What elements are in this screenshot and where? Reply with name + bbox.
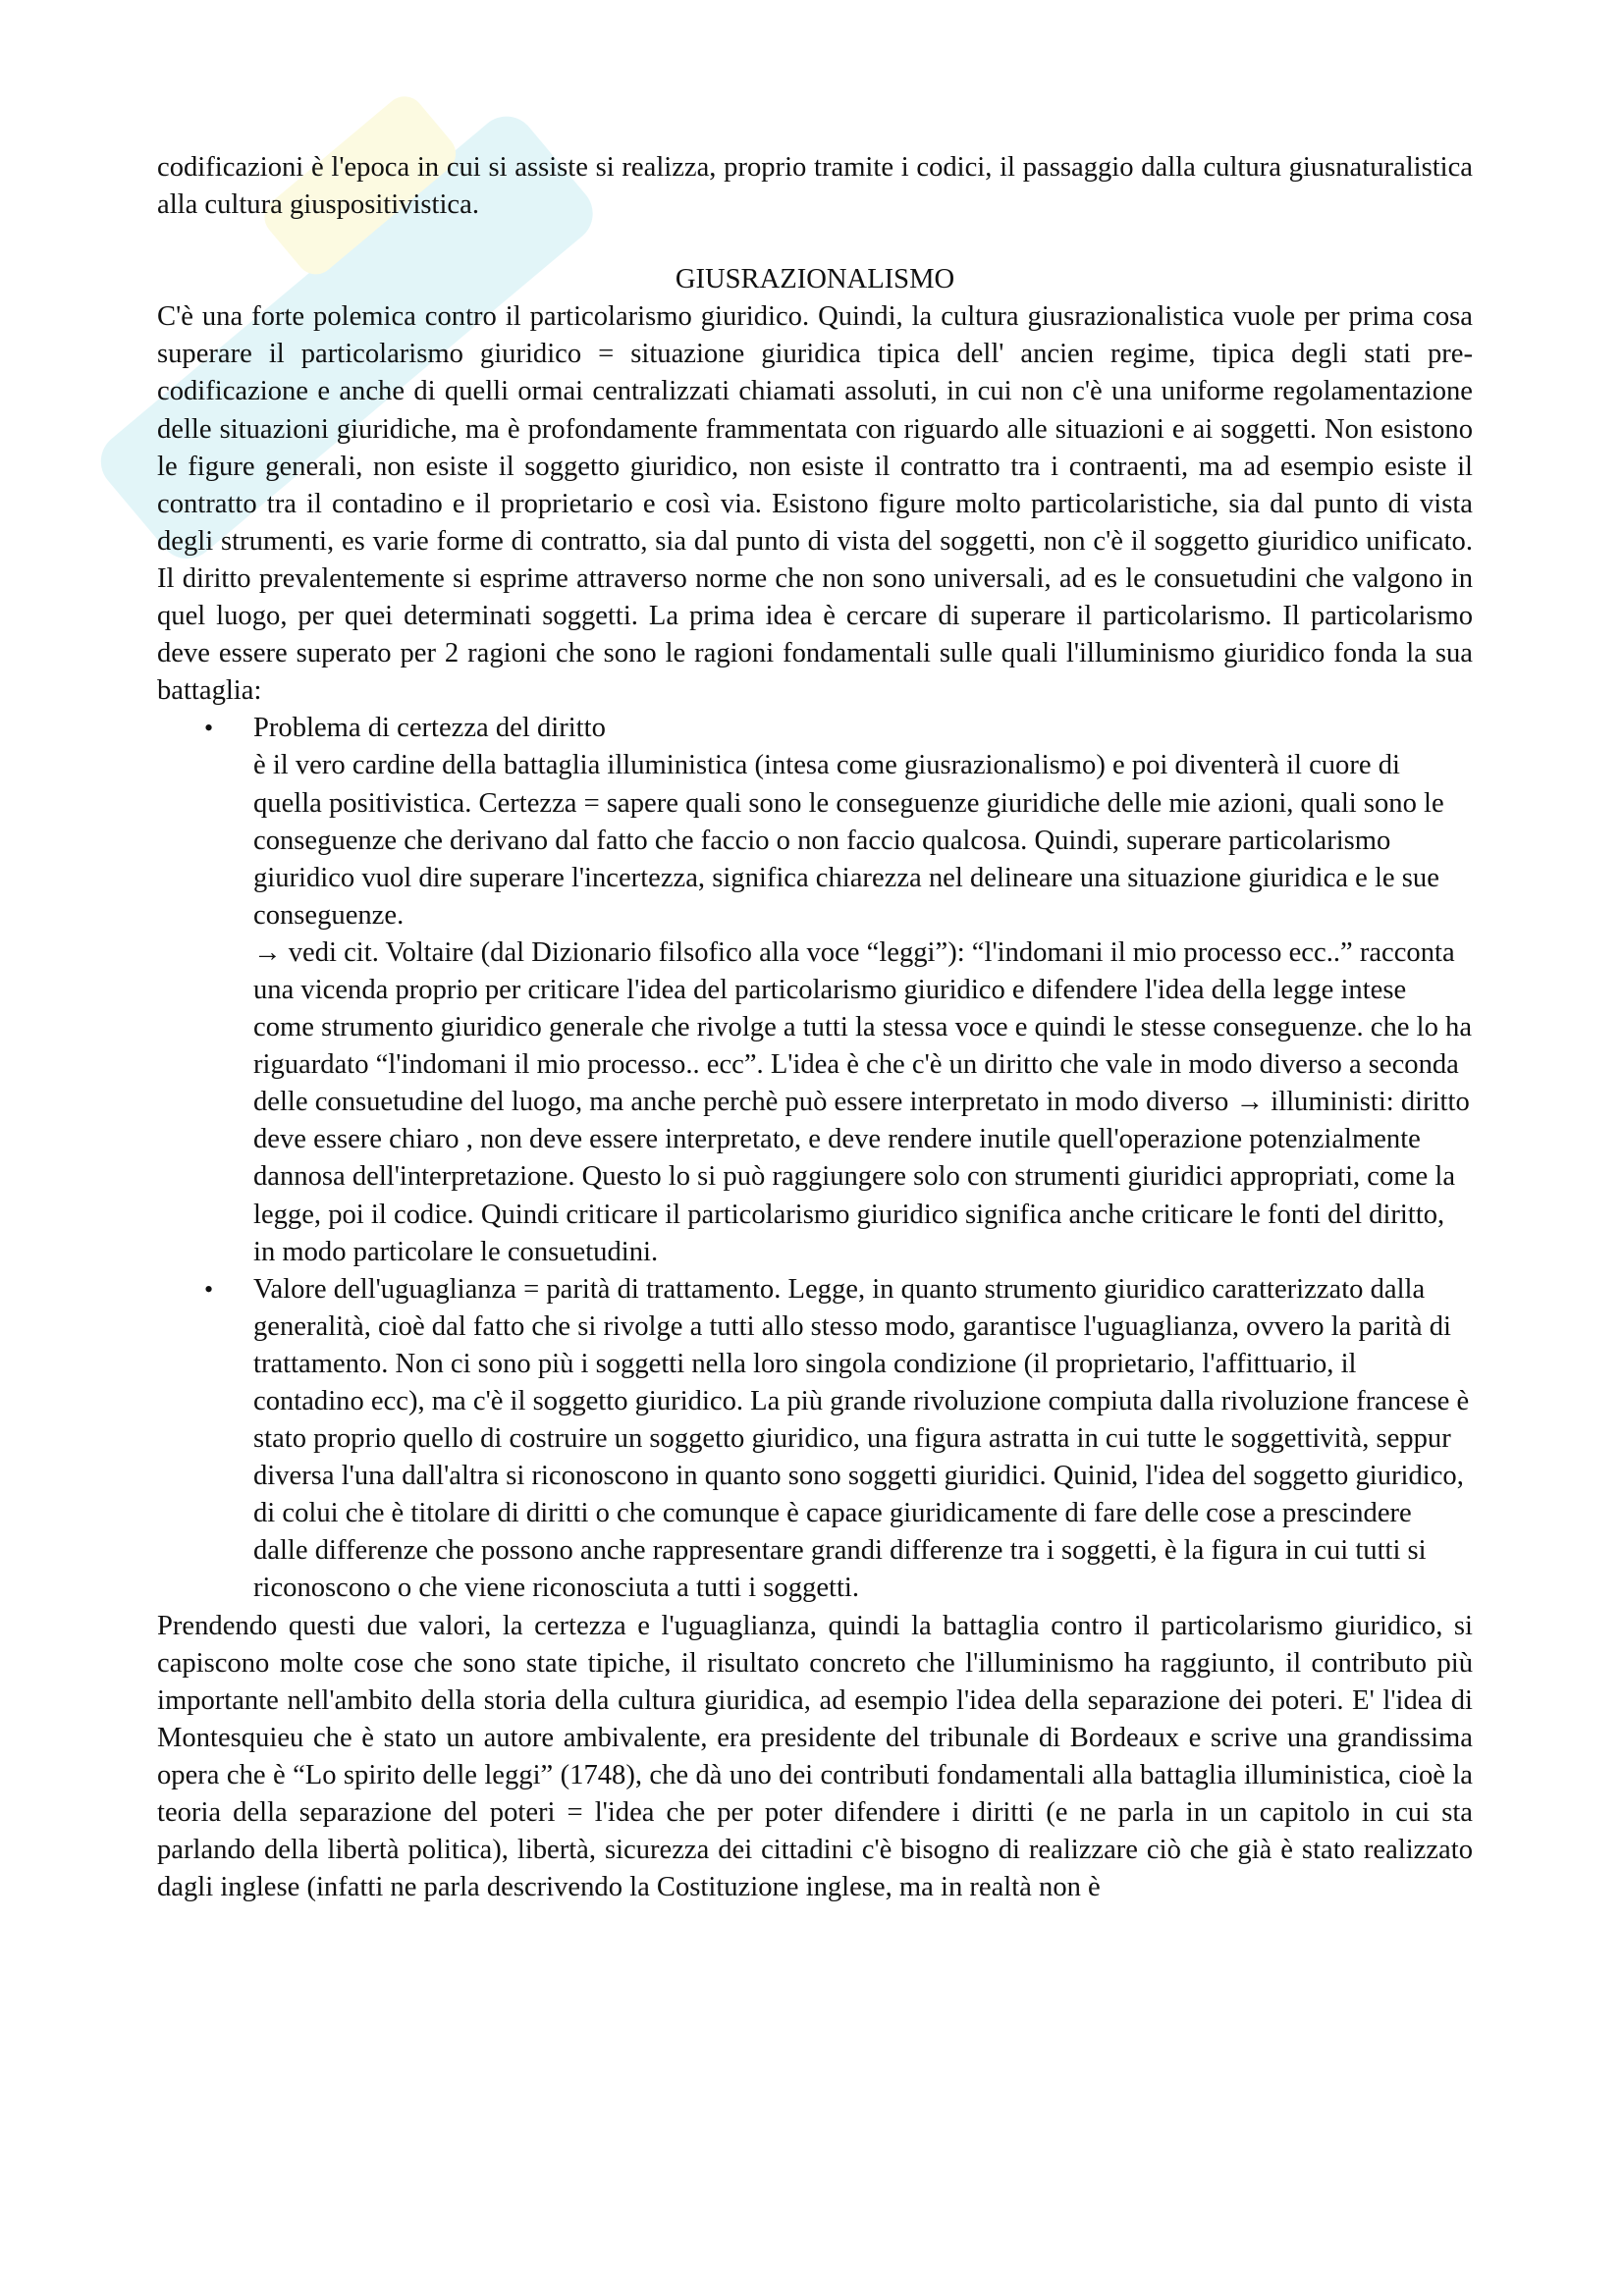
- bullet-text: Valore dell'uguaglianza = parità di trattamento. Legge, in quanto strumento giuridico caratterizzato dalla generalità, cioè dal fatto che si rivolge a tutti allo stesso modo, garantisce l'uguaglianza, ovvero la parità di trattamento. Non ci sono più i soggetti nella loro singola condizione (il proprietario, l'affittuario, il contadino ecc), ma c'è il soggetto giuridico. La più grande rivoluzione compiuta dalla rivoluzione francese è stato proprio quello di costruire un soggetto giuridico, una figura astratta in cui tutte le soggettività, seppur diversa l'una dall'altra si riconoscono in quanto sono soggetti giuridici. Quinid, l'idea del soggetto giuridico, di colui che è titolare di diritti o che comunque è capace giuridicamente di fare delle cose a prescindere dalle differenze che possono anche rappresentare grandi differenze tra i soggetti, è la figura in cui tutti si riconoscono o che viene riconosciuta a tutti i soggetti.: [253, 1273, 1470, 1604]
- bullet-title: Problema di certezza del diritto: [253, 713, 606, 744]
- bullet-item-certezza: [157, 710, 1473, 1270]
- section-heading: GIUSRAZIONALISMO: [675, 264, 955, 295]
- body-paragraph: C'è una forte polemica contro il particolarismo giuridico. Quindi, la cultura giusrazionalistica vuole per prima cosa superare il particolarismo giuridico = situazione giuridica tipica dell' ancien regime, tipica degli stati pre-codificazione e anche di quelli ormai centralizzati chiamati assoluti, in cui non c'è una uniforme regolamentazione delle situazioni giuridiche, ma è profondamente frammentata con riguardo alle situazioni e ai soggetti. Non esistono le figure generali, non esiste il soggetto giuridico, non esiste il contratto tra i contraenti, ma ad esempio esiste il contratto tra il contadino e il proprietario e così via. Esistono figure molto particolaristiche, sia dal punto di vista degli strumenti, es varie forme di contratto, sia dal punto di vista del soggetti, non c'è il soggetto giuridico unificato. Il diritto prevalentemente si esprime attraverso norme che non sono universali, ad es le consuetudini che valgono in quel luogo, per quei determinati soggetti. La prima idea è cercare di superare il particolarismo. Il particolarismo deve essere superato per 2 ragioni che sono le ragioni fondamentali sulle quali l'illuminismo giuridico fonda la sua battaglia:: [157, 301, 1473, 707]
- bullet-icon: •: [204, 1274, 214, 1304]
- document-page: [157, 149, 1473, 1906]
- closing-paragraph: Prendendo questi due valori, la certezza e l'uguaglianza, quindi la battaglia contro il particolarismo giuridico, si capiscono molte cose che sono state tipiche, il risultato concreto che l'illuminismo ha raggiunto, il contributo più importante nell'ambito della storia della cultura giuridica, ad esempio l'idea della separazione dei poteri. E' l'idea di Montesquieu che è stato un autore ambivalente, era presidente del tribunale di Bordeaux e scrive una grandissima opera che è “Lo spirito delle leggi” (1748), che dà uno dei contributi fondamentali alla battaglia illuministica, cioè la teoria della separazione del poteri = l'idea che per poter difendere i diritti (e ne parla in un capitolo in cui sta parlando della libertà politica), libertà, sicurezza dei cittadini c'è bisogno di realizzare ciò che già è stato realizzato dagli inglese (infatti ne parla descrivendo la Costituzione inglese, ma in realtà non è: [157, 1610, 1473, 1903]
- bullet-list: [157, 710, 1473, 1607]
- intro-paragraph: codificazioni è l'epoca in cui si assiste si realizza, proprio tramite i codici, il passaggio dalla cultura giusnaturalistica alla cultura giuspositivistica.: [157, 152, 1473, 221]
- bullet-text-continued: → vedi cit. Voltaire (dal Dizionario filsofico alla voce “leggi”): “l'indomani il mio processo ecc..” racconta una vicenda proprio per criticare l'idea del particolarismo giuridico e difendere l'idea della legge intese come strumento giuridico generale che rivolge a tutti la stessa voce e quindi le stesse conseguenze. che lo ha riguardato “l'indomani il mio processo.. ecc”. L'idea è che c'è un diritto che vale in modo diverso a seconda delle consuetudine del luogo, ma anche perchè può essere interpretato in modo diverso → illuministi: diritto deve essere chiaro , non deve essere interpretato, e deve rendere inutile quell'operazione potenzialmente dannosa dell'interpretazione. Questo lo si può raggiungere solo con strumenti giuridici appropriati, come la legge, poi il codice. Quindi criticare il particolarismo giuridico significa anche criticare le fonti del diritto, in modo particolare le consuetudini.: [253, 936, 1473, 1267]
- bullet-icon: •: [204, 714, 214, 743]
- bullet-text: è il vero cardine della battaglia illuministica (intesa come giusrazionalismo) e poi diventerà il cuore di quella positivistica. Certezza = sapere quali sono le conseguenze giuridiche delle mie azioni, quali sono le conseguenze che derivano dal fatto che faccio o non faccio qualcosa. Quindi, superare particolarismo giuridico vuol dire superare l'incertezza, significa chiarezza nel delineare una situazione giuridica e le sue conseguenze.: [253, 750, 1444, 931]
- bullet-item-uguaglianza: [157, 1271, 1473, 1608]
